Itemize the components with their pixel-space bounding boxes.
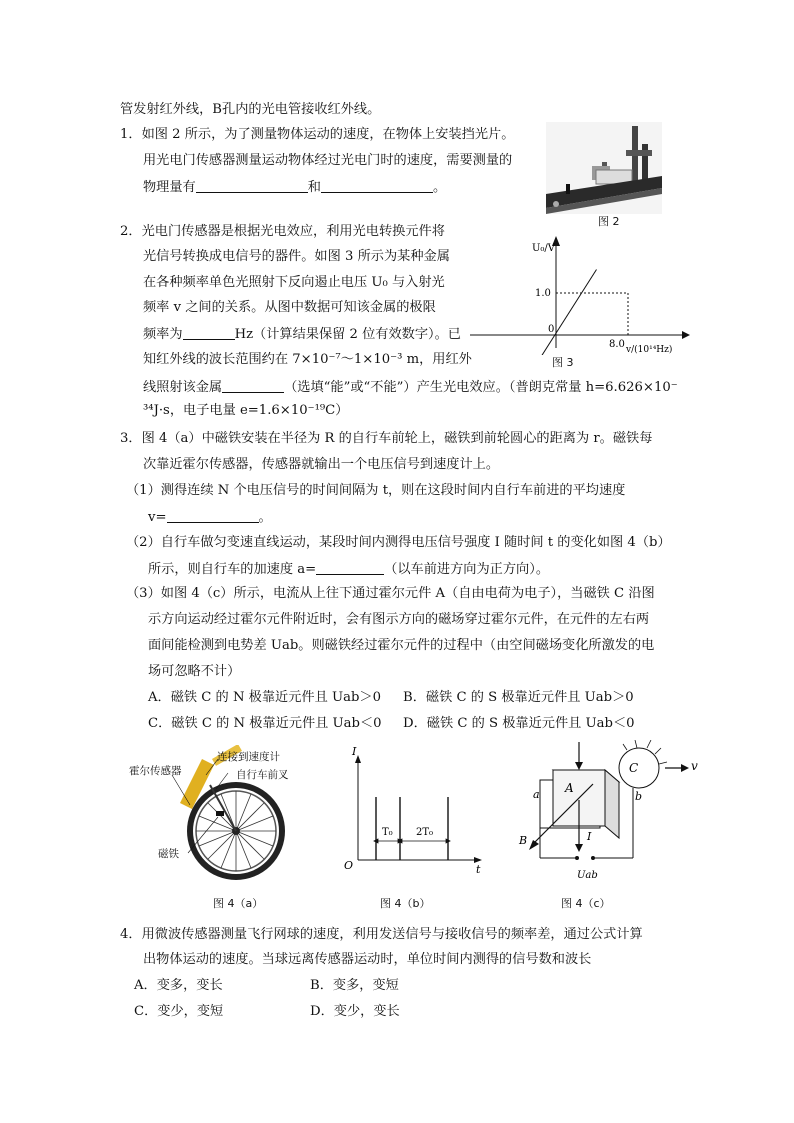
q3-part1-line1: （1）测得连续 N 个电压信号的时间间隔为 t，则在这段时间内自行车前进的平均速度 [126,483,626,498]
q3-option-b[interactable]: B．磁铁 C 的 S 极靠近元件且 Uab＞0 [403,690,634,705]
fig4c-terminal-left [575,856,579,860]
q4-option-d[interactable]: D．变少，变长 [310,1004,400,1019]
figure-2-photo [546,122,662,214]
q4-option-b[interactable]: B．变多，变短 [310,978,399,993]
fig3-ylabel: U₀/V [532,243,556,254]
fig4c-label-b-side: b [635,790,643,803]
fig4b-2t0: 2T₀ [416,827,434,838]
fig3-series-line [534,269,597,355]
fig4b-interval-markers [374,839,450,843]
q4-option-a[interactable]: A．变多，变长 [134,978,223,993]
q2-blank-yesno[interactable] [222,378,284,393]
q3-blank-velocity[interactable] [167,508,259,523]
q1-line2: 用光电门传感器测量运动物体经过光电门时的速度，需要测量的 [143,153,513,168]
fig4b-axis-i: I [352,745,357,758]
fig4c-caption: 图 4（c） [561,897,611,910]
q2-line1: 2．光电门传感器是根据光电效应，利用光电转换元件将 [120,224,445,239]
q3-line2: 次靠近霍尔传感器，传感器就输出一个电压信号到速度计上。 [143,457,500,472]
q4-line2: 出物体运动的速度。当球远离传感器运动时，单位时间内测得的信号数和波长 [143,952,592,967]
fig3-x-arrow [682,331,690,339]
fig4b-origin: O [344,859,354,872]
q2-line3: 在各种频率单色光照射下反向遏止电压 U₀ 与入射光 [143,275,445,290]
figure-4b-graph [338,745,488,875]
fig4c-label-a: a [533,788,540,801]
q3-part3-line4: 场可忽略不计） [148,664,241,679]
figure-3-caption: 图 3 [552,356,574,369]
fig4a-label-fork: 自行车前叉 [236,769,289,781]
fig4b-t0: T₀ [382,827,393,838]
fig4b-axis-t: t [476,863,481,875]
fig4b-caption: 图 4（b） [380,897,431,910]
q2-line7: 线照射该金属 （选填“能”或“不能”）产生光电效应。（普朗克常量 h=6.626×10⁻ [143,380,678,395]
figure-3-chart [470,230,690,355]
q3-blank-acceleration[interactable] [316,560,384,575]
fig3-origin: 0 [548,324,555,335]
fig4a-label-magnet: 磁铁 [158,848,179,860]
q3-part3-line1: （3）如图 4（c）所示，电流从上往下通过霍尔元件 A（自由电荷为电子），当磁铁 C 沿图 [126,586,655,601]
fig4a-label-connect: 连接到速度计 [217,751,280,763]
q4-line1: 4．用微波传感器测量飞行网球的速度，利用发送信号与接收信号的频率差，通过公式计算 [120,927,643,942]
fig3-xlabel: v/(10¹⁴Hz) [626,345,673,355]
q1-blank-2[interactable] [321,178,433,193]
fig4c-label-field: B [519,834,528,847]
fig4c-label-c: C [629,761,639,775]
fig4c-label-v: v [691,759,698,773]
fig4c-label-element-a: A [565,781,574,795]
q2-blank-frequency[interactable] [183,325,235,340]
q2-line8: ³⁴J·s，电子电量 e=1.6×10⁻¹⁹C） [143,403,349,418]
q1-line1: 1．如图 2 所示，为了测量物体运动的速度，在物体上安装挡光片。 [120,127,515,142]
fig4a-magnet [216,811,224,816]
fig3-x-tick: 8.0 [609,339,625,350]
fig4c-label-current: I [587,830,592,843]
q3-part1-line2: v= 。 [148,510,272,525]
q2-line6: 知红外线的波长范围约在 7×10⁻⁷～1×10⁻³ m，用红外 [143,352,472,367]
fig4a-label-hall: 霍尔传感器 [129,765,182,777]
figure-4c-hall [515,740,705,890]
q4-option-c[interactable]: C．变少，变短 [134,1004,224,1019]
q3-part3-line2: 示方向运动经过霍尔元件附近时，会有图示方向的磁场穿过霍尔元件，在元件的左右两 [148,612,650,627]
q3-part2-line2: 所示，则自行车的加速度 a= （以车前进方向为正方向）。 [148,562,550,577]
q3-option-c[interactable]: C．磁铁 C 的 N 极靠近元件且 Uab＜0 [148,716,382,731]
q1-line3: 物理量有 和 。 [143,180,447,195]
intro-line: 管发射红外线，B孔内的光电管接收红外线。 [120,102,381,117]
q3-option-d[interactable]: D．磁铁 C 的 S 极靠近元件且 Uab＜0 [403,716,635,731]
q2-line2: 光信号转换成电信号的器件。如图 3 所示为某种金属 [143,249,450,264]
fig4a-caption: 图 4（a） [213,897,264,910]
fig4c-label-uab: Uab [577,870,598,881]
fig4c-magnet [619,748,659,788]
q2-line4: 频率 v 之间的关系。从图中数据可知该金属的极限 [143,300,436,315]
q3-option-a[interactable]: A．磁铁 C 的 N 极靠近元件且 Uab＞0 [148,690,381,705]
fig4c-terminal-right [591,856,595,860]
q3-part2-line1: （2）自行车做匀变速直线运动，某段时间内测得电压信号强度 I 随时间 t 的变化如图 4（b） [126,535,671,550]
q1-blank-1[interactable] [196,178,308,193]
q2-line5: 频率为 Hz（计算结果保留 2 位有效数字）。已 [143,327,461,342]
q3-line1: 3．图 4（a）中磁铁安装在半径为 R 的自行车前轮上，磁铁到前轮圆心的距离为 r。磁铁每 [120,431,653,446]
figure-2-caption: 图 2 [598,215,620,228]
q3-part3-line3: 面间能检测到电势差 Uab。则磁铁经过霍尔元件的过程中（由空间磁场变化所激发的电 [148,638,655,653]
fig3-y-tick: 1.0 [535,288,551,299]
